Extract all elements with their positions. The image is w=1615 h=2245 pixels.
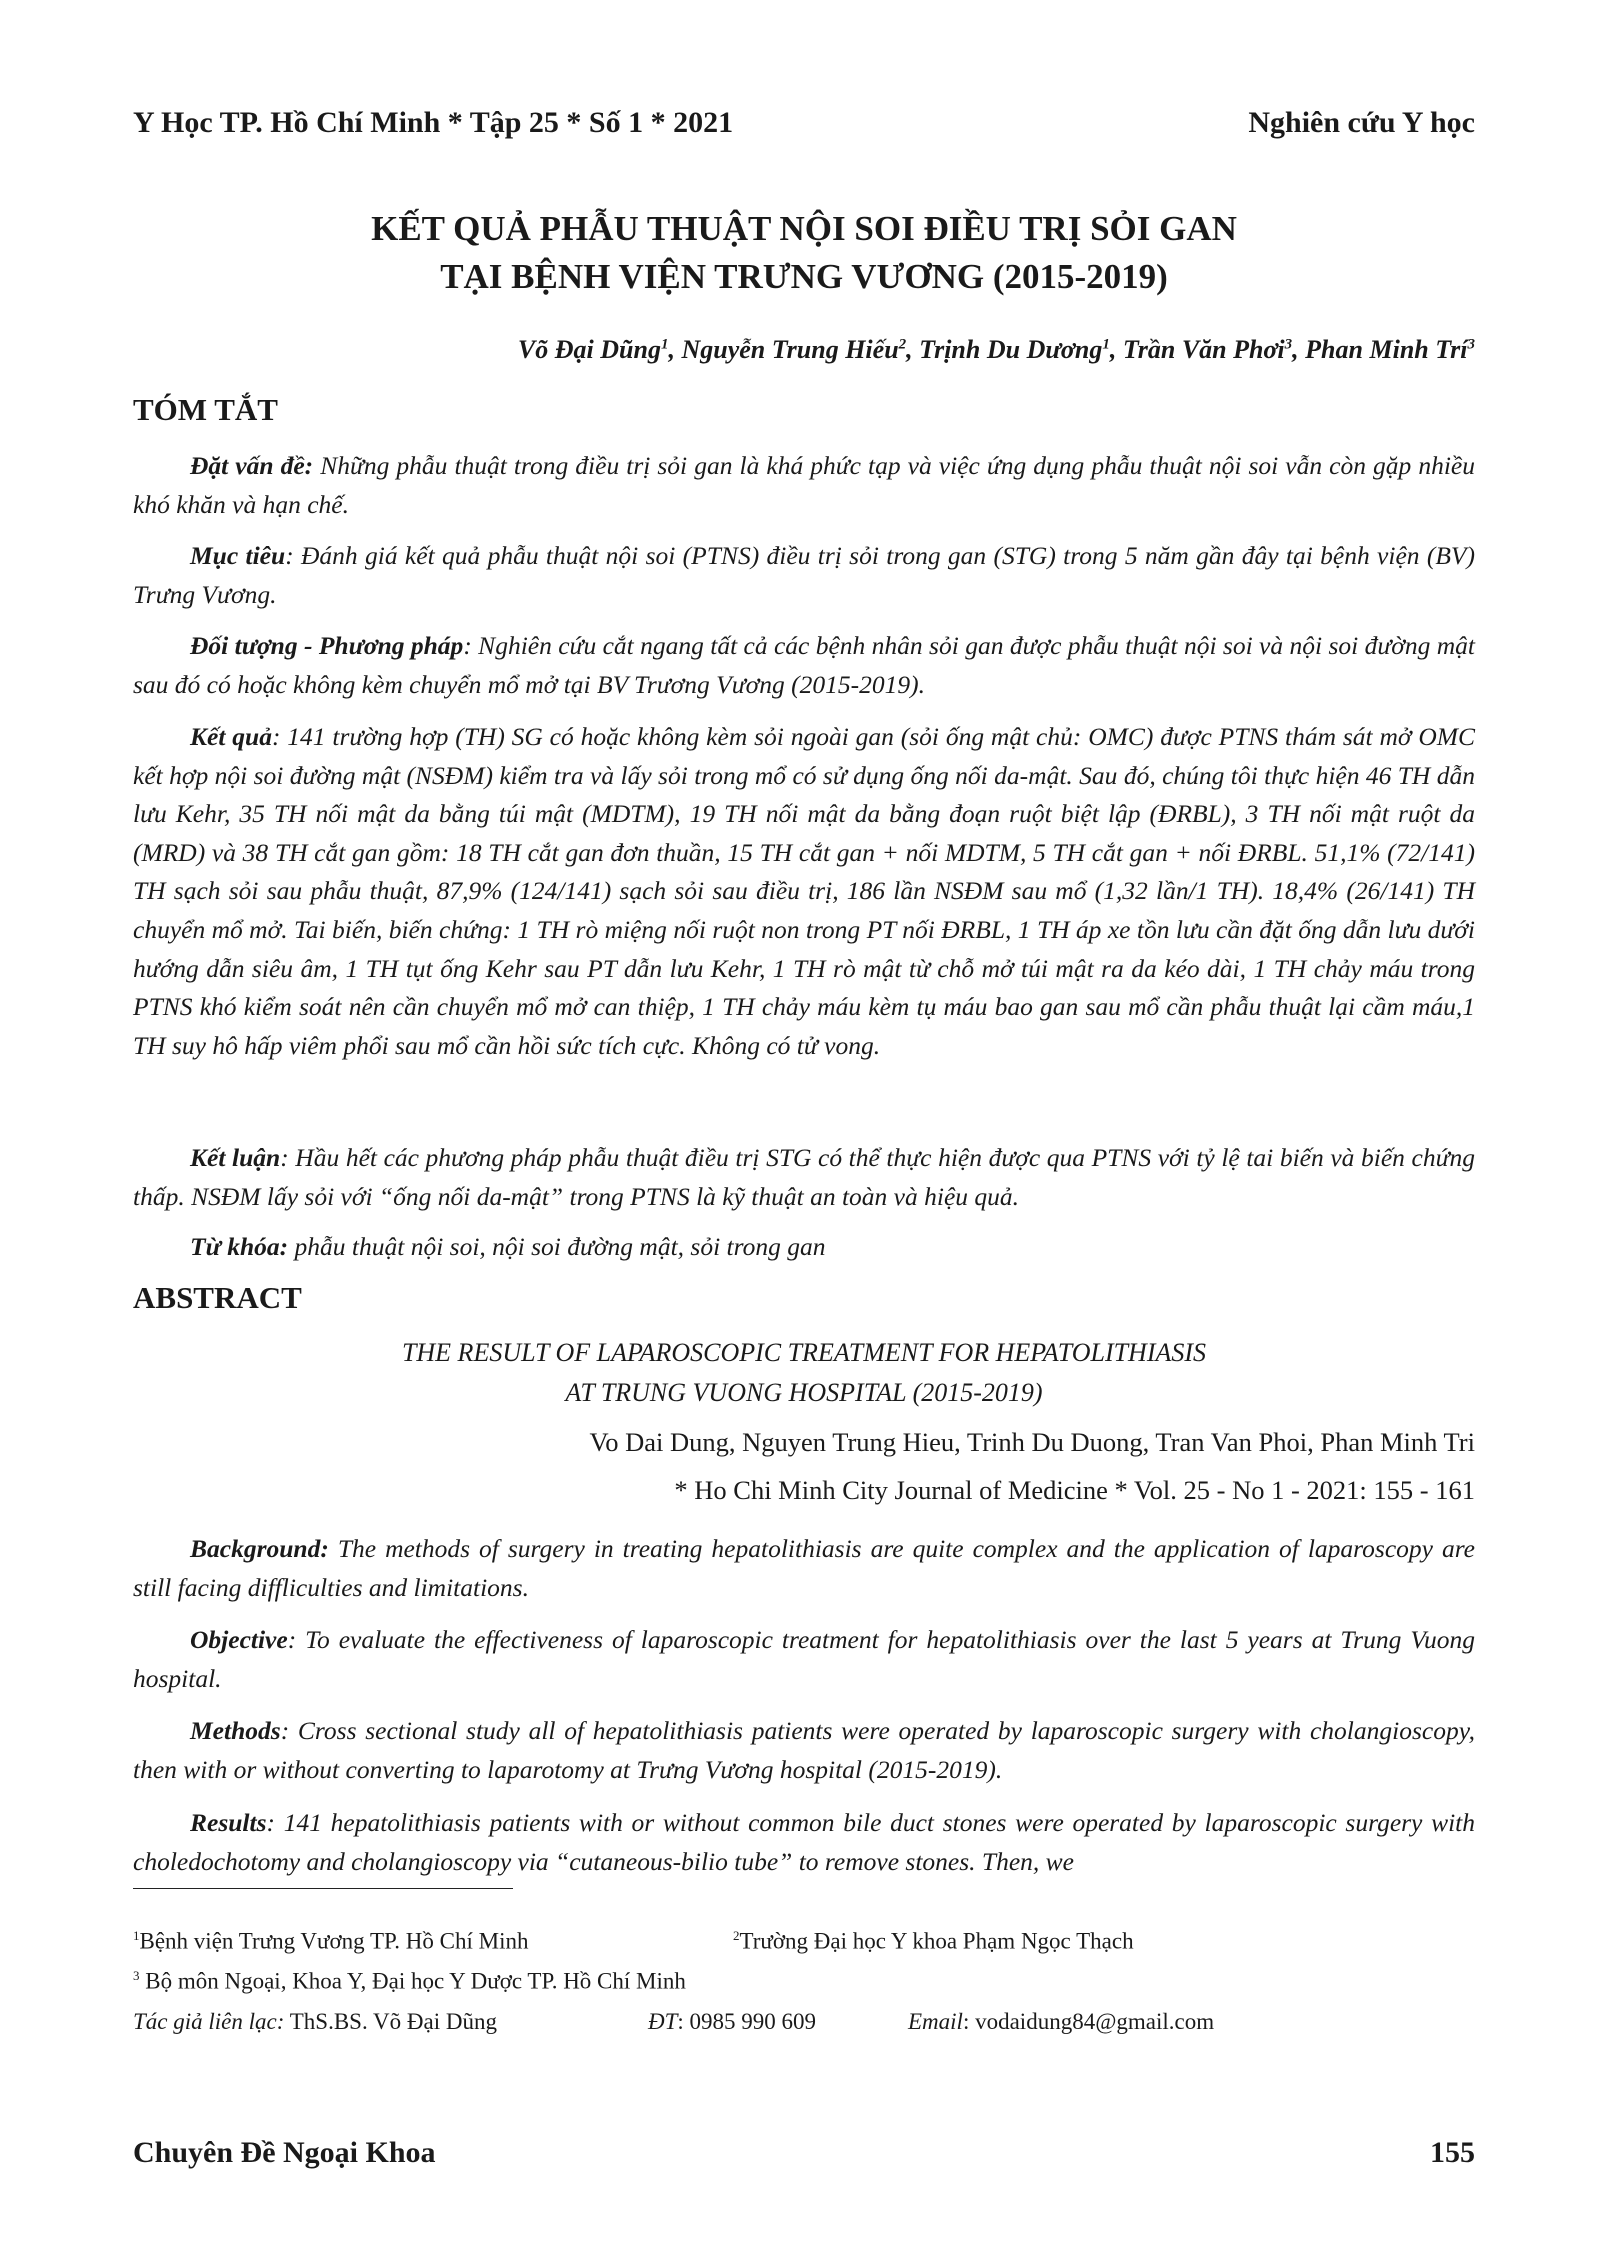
author-name: Phan Minh Trí xyxy=(1305,335,1468,364)
author-list-en: Vo Dai Dung, Nguyen Trung Hieu, Trinh Du Duong, Tran Van Phoi, Phan Minh Tri xyxy=(589,1427,1475,1457)
affiliation-text: Bệnh viện Trưng Vương TP. Hồ Chí Minh xyxy=(139,1928,529,1954)
footnote-divider xyxy=(133,1888,513,1889)
affiliation-marker: 2 xyxy=(898,336,907,353)
paragraph-label: Đối tượng - Phương pháp xyxy=(190,631,464,660)
affiliation-marker: 1 xyxy=(133,1928,140,1943)
affiliation-text: Bộ môn Ngoại, Khoa Y, Đại học Y Dược TP. Hồ Chí Minh xyxy=(139,1968,686,1994)
abstract-methods xyxy=(133,1712,1475,1789)
article-title-line-1: KẾT QUẢ PHẪU THUẬT NỘI SOI ĐIỀU TRỊ SỎI GAN xyxy=(371,209,1237,248)
paragraph-text: phẫu thuật nội soi, nội soi đường mật, sỏi trong gan xyxy=(288,1232,826,1261)
paragraph-text: : Nghiên cứu cắt ngang tất cả các bệnh nhân sỏi gan được phẫu thuật nội soi và nội soi đường mật sau đó có hoặc không kèm chuyển mổ mở tại BV Trương Vương (2015-2019). xyxy=(133,631,1475,699)
abstract-title xyxy=(133,1333,1475,1413)
citation: * Ho Chi Minh City Journal of Medicine * Vol. 25 - No 1 - 2021: 155 - 161 xyxy=(674,1475,1475,1505)
author-separator: , xyxy=(906,335,920,364)
paragraph-label: Kết quả xyxy=(190,722,272,751)
author-separator: , xyxy=(1109,335,1123,364)
paragraph-text: : Đánh giá kết quả phẫu thuật nội soi (PTNS) điều trị sỏi trong gan (STG) trong 5 năm gần đây tại bệnh viện (BV) Trưng Vương. xyxy=(133,541,1476,609)
paragraph-text: The methods of surgery in treating hepatolithiasis are quite complex and the application of laparoscopy are still facing diffliculties and limitations. xyxy=(133,1534,1475,1602)
paragraph-text: : To evaluate the effectiveness of laparoscopic treatment for hepatolithiasis over the last 5 years at Trung Vuong hospital. xyxy=(133,1625,1475,1693)
running-header-section: Nghiên cứu Y học xyxy=(1248,106,1475,139)
paragraph-text: : Hầu hết các phương pháp phẫu thuật điều trị STG có thể thực hiện được qua PTNS với tỷ lệ tai biến và biến chứng thấp. NSĐM lấy sỏi với “ống nối da-mật” trong PTNS là kỹ thuật an toàn và hiệu quả. xyxy=(133,1143,1475,1211)
author-separator: , xyxy=(1292,335,1306,364)
footer-section-title: Chuyên Đề Ngoại Khoa xyxy=(133,2136,436,2169)
paragraph-text: : Cross sectional study all of hepatolithiasis patients were operated by laparoscopic surgery with cholangioscopy, then with or without converting to laparotomy at Trưng Vương hospital (2015-2019). xyxy=(133,1716,1475,1784)
footnote-email xyxy=(908,2009,1214,2035)
abstract-title-line-1: THE RESULT OF LAPAROSCOPIC TREATMENT FOR HEPATOLITHIASIS xyxy=(401,1338,1207,1367)
footnote-phone xyxy=(648,2009,816,2035)
paragraph-label: Từ khóa: xyxy=(190,1232,289,1261)
article-title xyxy=(133,205,1475,301)
abstract-heading: ABSTRACT xyxy=(133,1280,302,1315)
page-number: 155 xyxy=(1430,2136,1475,2169)
paragraph-label: Đặt vấn đề: xyxy=(190,451,314,480)
paragraph-label: Objective xyxy=(190,1625,288,1654)
paragraph-label: Background: xyxy=(190,1534,329,1563)
author-separator: , xyxy=(668,335,682,364)
running-header-journal: Y Học TP. Hồ Chí Minh * Tập 25 * Số 1 * 2021 xyxy=(133,106,734,139)
affiliation-marker: 3 xyxy=(1467,336,1475,353)
author-list-vi xyxy=(518,335,1475,365)
summary-heading: TÓM TẮT xyxy=(133,392,278,427)
paragraph-label: Kết luận xyxy=(190,1143,281,1172)
footnote-affiliation-3 xyxy=(133,1968,686,1995)
affiliation-marker: 2 xyxy=(733,1928,740,1943)
author-name: Trần Văn Phơi xyxy=(1122,335,1285,364)
abstract-objective xyxy=(133,1621,1475,1698)
author-name: Nguyễn Trung Hiếu xyxy=(681,335,899,364)
paragraph-text: : 141 trường hợp (TH) SG có hoặc không kèm sỏi ngoài gan (sỏi ống mật chủ: OMC) được PTNS thám sát mở OMC kết hợp nội soi đường mật (NSĐM) kiểm tra và lấy sỏi trong mổ có sử dụng ống nối da-mật. Sau đó, chúng tôi thực hiện 46 TH dẫn lưu Kehr, 35 TH nối mật da bằng túi mật (MDTM), 19 TH nối mật da bằng đoạn ruột biệt lập (ĐRBL), 3 TH nối mật ruột da (MRD) và 38 TH cắt gan gồm: 18 TH cắt gan đơn thuần, 15 TH cắt gan + nối MDTM, 5 TH cắt gan + nối ĐRBL. 51,1% (72/141) TH sạch sỏi sau phẫu thuật, 87,9% (124/141) sạch sỏi sau điều trị, 186 lần NSĐM sau mổ (1,32 lần/1 TH). 18,4% (26/141) TH chuyển mổ mở. Tai biến, biến chứng: 1 TH rò miệng nối ruột non trong PT nối ĐRBL, 1 TH áp xe tồn lưu cần đặt ống dẫn lưu dưới hướng dẫn siêu âm, 1 TH tụt ống Kehr sau PT dẫn lưu Kehr, 1 TH rò mật từ chỗ mở túi mật ra da kéo dài, 1 TH chảy máu trong PTNS khó kiểm soát nên cần chuyển mổ mở can thiệp, 1 TH chảy máu kèm tụ máu bao gan sau mổ cần phẫu thuật lại cầm máu,1 TH suy hô hấp viêm phổi sau mổ cần hồi sức tích cực. Không có tử vong. xyxy=(133,722,1475,1060)
affiliation-text: Trường Đại học Y khoa Phạm Ngọc Thạch xyxy=(739,1928,1134,1954)
paragraph-label: Results xyxy=(190,1808,267,1837)
phone-number: : 0985 990 609 xyxy=(677,2009,817,2034)
article-title-line-2: TẠI BỆNH VIỆN TRƯNG VƯƠNG (2015-2019) xyxy=(440,257,1168,296)
email-address: : vodaidung84@gmail.com xyxy=(962,2009,1215,2034)
summary-conclusion xyxy=(133,1139,1475,1216)
author-name: Trịnh Du Dương xyxy=(919,335,1103,364)
contact-name: ThS.BS. Võ Đại Dũng xyxy=(284,2009,497,2034)
paragraph-text: Những phẫu thuật trong điều trị sỏi gan là khá phức tạp và việc ứng dụng phẫu thuật nội soi vẫn còn gặp nhiều khó khăn và hạn chế. xyxy=(133,451,1475,519)
contact-label: Tác giả liên lạc: xyxy=(133,2009,285,2034)
paragraph-label: Methods xyxy=(190,1716,281,1745)
summary-keywords xyxy=(133,1228,1475,1267)
phone-label: ĐT xyxy=(648,2009,678,2034)
summary-methods xyxy=(133,627,1475,704)
footnote-affiliation-2 xyxy=(733,1928,1134,1955)
paragraph-label: Mục tiêu xyxy=(190,541,286,570)
affiliation-marker: 1 xyxy=(660,336,669,353)
abstract-title-line-2: AT TRUNG VUONG HOSPITAL (2015-2019) xyxy=(565,1378,1043,1407)
footnote-contact xyxy=(133,2009,497,2035)
author-name: Võ Đại Dũng xyxy=(517,335,661,364)
email-label: Email xyxy=(908,2009,963,2034)
summary-objective xyxy=(133,537,1475,614)
footnote-affiliation-1 xyxy=(133,1928,528,1955)
abstract-results xyxy=(133,1804,1475,1881)
paragraph-text: : 141 hepatolithiasis patients with or without common bile duct stones were operated by laparoscopic surgery with choledochotomy and cholangioscopy via “cutaneous-bilio tube” to remove stones. Then, we xyxy=(133,1808,1475,1876)
abstract-background xyxy=(133,1530,1475,1607)
affiliation-marker: 1 xyxy=(1102,336,1110,353)
affiliation-marker: 3 xyxy=(1284,336,1293,353)
summary-results xyxy=(133,718,1475,1065)
summary-background xyxy=(133,447,1475,524)
affiliation-marker: 3 xyxy=(133,1968,140,1983)
